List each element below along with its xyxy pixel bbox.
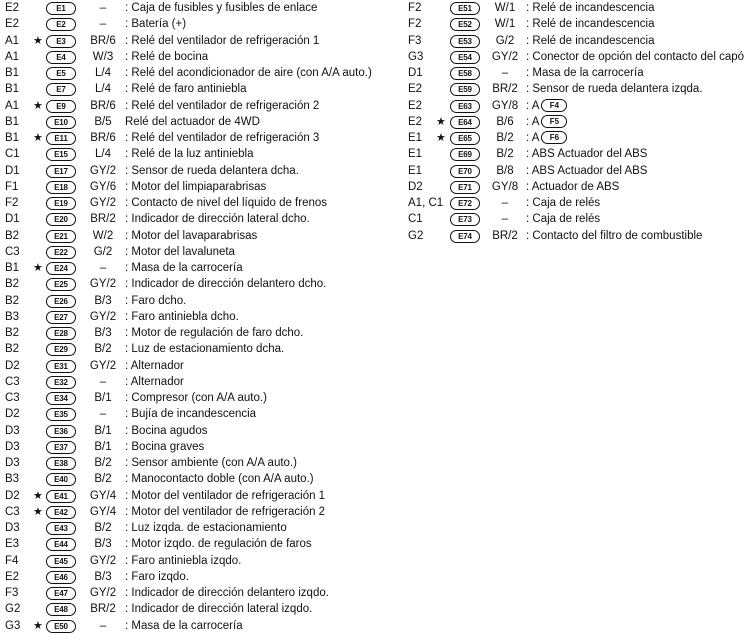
wire-color-pins: BR/6 xyxy=(90,132,116,144)
connector-code-badge: E21 xyxy=(46,230,76,243)
grid-location: F1 xyxy=(5,180,19,193)
connector-row xyxy=(0,65,400,81)
connector-row xyxy=(0,569,400,585)
connector-code-badge: E38 xyxy=(46,457,76,470)
wire-color-pins: B/2 xyxy=(94,473,112,486)
wire-color-pins: B/3 xyxy=(94,327,112,339)
connector-description: : Conector de opción del contacto del capó xyxy=(526,50,745,63)
connector-row xyxy=(405,179,752,195)
connector-row xyxy=(0,358,400,374)
grid-location: G2 xyxy=(408,229,424,242)
wire-color-pins: G/2 xyxy=(495,34,515,47)
connector-description: : ABS Actuador del ABS xyxy=(526,148,648,161)
grid-location: B1 xyxy=(5,262,20,274)
star-marker-icon: ★ xyxy=(33,99,43,112)
wire-color-pins: GY/8 xyxy=(491,180,519,193)
grid-location: A1 xyxy=(5,99,20,112)
connector-code-badge: E36 xyxy=(46,425,76,438)
connector-description: : Motor del ventilador de refrigeración 2 xyxy=(125,505,326,518)
connector-description: : Relé de incandescencia xyxy=(526,34,655,47)
connector-row xyxy=(0,81,400,97)
wire-color-pins: GY/8 xyxy=(491,99,519,112)
connector-code-badge: E7 xyxy=(46,83,76,96)
connector-row xyxy=(0,601,400,617)
connector-description: : Relé del ventilador de refrigeración 1 xyxy=(125,34,320,47)
wire-color-pins: GY/2 xyxy=(89,310,117,323)
connector-row xyxy=(405,98,752,114)
connector-row xyxy=(405,211,752,227)
connector-code-badge: E63 xyxy=(450,100,480,113)
connector-description: : Faro antiniebla dcho. xyxy=(125,310,239,323)
grid-location: E2 xyxy=(5,18,20,31)
connector-row xyxy=(0,504,400,520)
connector-code-badge: E72 xyxy=(450,197,480,210)
grid-location: A1, C1 xyxy=(408,197,444,209)
connector-code-badge: E18 xyxy=(46,181,76,194)
connector-description: : Caja de fusibles y fusibles de enlace xyxy=(125,2,318,14)
grid-location: B1 xyxy=(5,67,20,79)
wire-color-pins: B/3 xyxy=(94,538,112,551)
connector-description: : Motor izqdo. de regulación de faros xyxy=(125,538,312,551)
wire-color-pins: B/2 xyxy=(94,522,112,534)
connector-code-badge: E43 xyxy=(46,522,76,535)
connector-code-badge: E32 xyxy=(46,376,76,389)
connector-code-badge: E58 xyxy=(450,67,480,80)
wire-color-pins: BR/2 xyxy=(90,603,116,616)
star-marker-icon: ★ xyxy=(33,262,43,274)
connector-description: : Compresor (con A/A auto.) xyxy=(125,392,267,404)
grid-location: B1 xyxy=(5,132,20,144)
connector-row xyxy=(405,130,752,146)
connector-code-badge: E34 xyxy=(46,392,76,405)
grid-location: F3 xyxy=(5,587,19,599)
connector-row xyxy=(0,488,400,504)
grid-location: C3 xyxy=(5,375,20,388)
connector-row xyxy=(405,81,752,97)
connector-row xyxy=(0,211,400,227)
wire-color-pins: – xyxy=(99,408,107,421)
connector-row xyxy=(0,260,400,276)
connector-code-badge: E52 xyxy=(450,18,480,31)
grid-location: D1 xyxy=(408,67,423,79)
connector-row xyxy=(405,0,752,16)
connector-description: : Relé de bocina xyxy=(125,50,209,63)
connector-code-badge: E29 xyxy=(46,343,76,356)
connector-row xyxy=(405,16,752,32)
star-marker-icon: ★ xyxy=(33,489,43,502)
wire-color-pins: L/4 xyxy=(95,67,111,79)
wire-color-pins: G/2 xyxy=(93,245,113,258)
connector-code-badge: E42 xyxy=(46,506,76,519)
connector-row xyxy=(405,146,752,162)
grid-location: E1 xyxy=(408,132,423,144)
wire-color-pins: B/6 xyxy=(496,115,514,128)
connector-code-badge: E44 xyxy=(46,538,76,551)
wire-color-pins: B/3 xyxy=(94,570,112,583)
connector-code-badge: E3 xyxy=(46,35,76,48)
grid-location: C1 xyxy=(408,213,423,226)
connector-description: : Faro antiniebla izqdo. xyxy=(125,554,242,567)
wire-color-pins: GY/2 xyxy=(89,554,117,567)
connector-description: : Manocontacto doble (con A/A auto.) xyxy=(125,473,314,486)
grid-location: C1 xyxy=(5,148,20,161)
connector-description: : Indicador de dirección lateral izqdo. xyxy=(125,603,313,616)
connector-row xyxy=(0,390,400,406)
connector-row xyxy=(405,49,752,65)
connector-row xyxy=(0,309,400,325)
connector-row xyxy=(0,244,400,260)
connector-row xyxy=(0,228,400,244)
connector-row xyxy=(0,98,400,114)
grid-location: D2 xyxy=(5,489,20,502)
connector-code-badge: E5 xyxy=(46,67,76,80)
grid-location: B2 xyxy=(5,294,20,307)
connector-description: : Sensor de rueda delantera dcha. xyxy=(125,164,299,177)
connector-code-badge: E65 xyxy=(450,132,480,145)
star-marker-icon: ★ xyxy=(436,132,446,144)
connector-code-badge: E45 xyxy=(46,555,76,568)
wire-color-pins: GY/2 xyxy=(89,359,117,372)
connector-description: : Batería (+) xyxy=(125,18,187,31)
wire-color-pins: – xyxy=(99,375,107,388)
connector-row xyxy=(0,114,400,130)
connector-code-badge: E53 xyxy=(450,35,480,48)
connector-row xyxy=(0,163,400,179)
wire-color-pins: B/8 xyxy=(496,164,514,177)
wire-color-pins: BR/6 xyxy=(90,99,116,112)
wire-color-pins: W/1 xyxy=(494,2,516,14)
connector-description: : Relé de faro antiniebla xyxy=(125,83,247,96)
connector-row xyxy=(0,585,400,601)
grid-location: G2 xyxy=(5,603,21,616)
connector-description: : Caja de relés xyxy=(526,197,601,209)
grid-location: D2 xyxy=(408,180,423,193)
grid-location: B2 xyxy=(5,327,20,339)
connector-description: : Bujía de incandescencia xyxy=(125,408,257,421)
connector-description: : Masa de la carrocería xyxy=(125,262,243,274)
reference-code-badge: F5 xyxy=(541,115,567,128)
wire-color-pins: – xyxy=(99,619,107,632)
connector-description xyxy=(526,98,567,114)
connector-code-badge: E74 xyxy=(450,230,480,243)
wire-color-pins: GY/6 xyxy=(89,180,117,193)
grid-location: E2 xyxy=(408,115,423,128)
connector-row xyxy=(0,439,400,455)
connector-code-badge: E22 xyxy=(46,246,76,259)
grid-location: D1 xyxy=(5,164,20,177)
connector-description: : Relé de incandescencia xyxy=(526,2,655,14)
connector-row xyxy=(0,179,400,195)
connector-row xyxy=(0,618,400,634)
connector-row xyxy=(0,471,400,487)
connector-row xyxy=(405,65,752,81)
wire-color-pins: – xyxy=(99,2,107,14)
connector-row xyxy=(0,455,400,471)
grid-location: F2 xyxy=(5,197,19,209)
connector-code-badge: E28 xyxy=(46,327,76,340)
connector-description: : Masa de la carrocería xyxy=(125,619,243,632)
connector-row xyxy=(0,146,400,162)
connector-code-badge: E24 xyxy=(46,262,76,275)
connector-code-badge: E64 xyxy=(450,116,480,129)
connector-description: : Contacto del filtro de combustible xyxy=(526,229,703,242)
wire-color-pins: B/2 xyxy=(496,148,514,161)
wire-color-pins: L/4 xyxy=(95,148,111,161)
connector-row xyxy=(0,16,400,32)
wire-color-pins: B/2 xyxy=(94,457,112,469)
connector-description: : Caja de relés xyxy=(526,213,601,226)
connector-code-badge: E10 xyxy=(46,116,76,129)
connector-code-badge: E59 xyxy=(450,83,480,96)
connector-row xyxy=(405,33,752,49)
star-marker-icon: ★ xyxy=(33,132,43,144)
grid-location: C3 xyxy=(5,392,20,404)
wire-color-pins: B/2 xyxy=(94,343,112,356)
wire-color-pins: GY/2 xyxy=(491,50,519,63)
grid-location: F2 xyxy=(408,2,422,14)
connector-code-badge: E35 xyxy=(46,408,76,421)
wire-color-pins: B/3 xyxy=(94,294,112,307)
star-marker-icon: ★ xyxy=(33,34,43,47)
connector-code-badge: E1 xyxy=(46,2,76,15)
grid-location: B2 xyxy=(5,343,20,356)
connector-code-badge: E69 xyxy=(450,148,480,161)
connector-code-badge: E40 xyxy=(46,473,76,486)
grid-location: B3 xyxy=(5,310,20,323)
connector-code-badge: E20 xyxy=(46,213,76,226)
wire-color-pins: W/3 xyxy=(92,50,114,63)
wire-color-pins: – xyxy=(99,262,107,274)
connector-row xyxy=(405,228,752,244)
grid-location: E2 xyxy=(5,570,20,583)
wire-color-pins: – xyxy=(501,197,509,209)
wire-color-pins: GY/2 xyxy=(89,587,117,599)
grid-location: D1 xyxy=(5,213,20,226)
connector-row xyxy=(0,276,400,292)
wire-color-pins: GY/2 xyxy=(89,278,117,291)
right-connector-list xyxy=(405,0,752,244)
grid-location: E2 xyxy=(5,2,20,14)
connector-description: : Indicador de dirección delantero izqdo. xyxy=(125,587,329,599)
star-marker-icon: ★ xyxy=(33,505,43,518)
grid-location: D3 xyxy=(5,424,20,437)
connector-code-badge: E41 xyxy=(46,490,76,503)
grid-location: B1 xyxy=(5,115,20,128)
grid-location: B2 xyxy=(5,229,20,242)
connector-code-badge: E73 xyxy=(450,213,480,226)
wire-color-pins: BR/2 xyxy=(90,213,116,226)
grid-location: A1 xyxy=(5,34,20,47)
connector-row xyxy=(0,195,400,211)
connector-description: Relé del actuador de 4WD xyxy=(125,115,260,128)
wire-color-pins: W/2 xyxy=(92,229,114,242)
grid-location: G3 xyxy=(408,50,424,63)
connector-code-badge: E31 xyxy=(46,360,76,373)
connector-description: : Motor del lavaluneta xyxy=(125,245,235,258)
connector-row xyxy=(405,195,752,211)
connector-code-badge: E25 xyxy=(46,278,76,291)
connector-description: : Relé del ventilador de refrigeración 2 xyxy=(125,99,320,112)
connector-row xyxy=(405,163,752,179)
connector-row xyxy=(0,374,400,390)
grid-location: D3 xyxy=(5,522,20,534)
connector-description: : Indicador de dirección delantero dcho. xyxy=(125,278,327,291)
grid-location: E3 xyxy=(5,538,20,551)
wire-color-pins: – xyxy=(501,213,509,226)
grid-location: E1 xyxy=(408,164,423,177)
grid-location: D2 xyxy=(5,359,20,372)
star-marker-icon: ★ xyxy=(436,115,446,128)
wire-color-pins: B/5 xyxy=(94,115,112,128)
connector-description: : Motor del limpiaparabrisas xyxy=(125,180,267,193)
connector-description: : Luz izqda. de estacionamiento xyxy=(125,522,287,534)
connector-code-badge: E11 xyxy=(46,132,76,145)
connector-code-badge: E71 xyxy=(450,181,480,194)
grid-location: B1 xyxy=(5,83,20,96)
connector-row xyxy=(405,114,752,130)
wire-color-pins: – xyxy=(501,67,509,79)
connector-code-badge: E15 xyxy=(46,148,76,161)
connector-description: : Motor del lavaparabrisas xyxy=(125,229,258,242)
connector-description: : Sensor de rueda delantera izqda. xyxy=(526,83,703,96)
connector-row xyxy=(0,0,400,16)
connector-row xyxy=(0,325,400,341)
connector-description: : Relé de incandescencia xyxy=(526,18,655,31)
wire-color-pins: B/2 xyxy=(496,132,514,144)
grid-location: C3 xyxy=(5,245,20,258)
wire-color-pins: B/1 xyxy=(94,440,112,453)
wire-color-pins: – xyxy=(99,18,107,31)
connector-code-badge: E50 xyxy=(46,620,76,633)
reference-code-badge: F4 xyxy=(541,99,567,112)
wire-color-pins: GY/4 xyxy=(89,489,117,502)
star-marker-icon: ★ xyxy=(33,619,43,632)
connector-description xyxy=(526,130,567,146)
connector-code-badge: E9 xyxy=(46,100,76,113)
connector-description: : Motor de regulación de faro dcho. xyxy=(125,327,304,339)
connector-description: : Relé de la luz antiniebla xyxy=(125,148,254,161)
grid-location: F3 xyxy=(408,34,422,47)
grid-location: D3 xyxy=(5,440,20,453)
connector-description: : Relé del acondicionador de aire (con A/A auto.) xyxy=(125,67,372,79)
connector-description: : Faro izqdo. xyxy=(125,570,189,583)
wire-color-pins: GY/2 xyxy=(89,164,117,177)
connector-code-badge: E47 xyxy=(46,587,76,600)
connector-description: : Relé del ventilador de refrigeración 3 xyxy=(125,132,320,144)
grid-location: G3 xyxy=(5,619,21,632)
description-text: : A xyxy=(526,115,540,128)
wire-color-pins: BR/2 xyxy=(492,229,518,242)
connector-code-badge: E46 xyxy=(46,571,76,584)
grid-location: E1 xyxy=(408,148,423,161)
connector-row xyxy=(0,341,400,357)
connector-row xyxy=(0,49,400,65)
connector-description: : Alternador xyxy=(125,359,184,372)
connector-row xyxy=(0,520,400,536)
connector-row xyxy=(0,406,400,422)
grid-location: B3 xyxy=(5,473,20,486)
connector-description: : Luz de estacionamiento dcha. xyxy=(125,343,285,356)
connector-code-badge: E4 xyxy=(46,51,76,64)
connector-description: : Contacto de nivel del líquido de frenos xyxy=(125,197,328,209)
grid-location: F2 xyxy=(408,18,422,31)
connector-description: : Sensor ambiente (con A/A auto.) xyxy=(125,457,297,469)
wire-color-pins: W/1 xyxy=(494,18,516,31)
connector-code-badge: E48 xyxy=(46,603,76,616)
grid-location: E2 xyxy=(408,99,423,112)
wire-color-pins: BR/6 xyxy=(90,34,116,47)
connector-code-badge: E70 xyxy=(450,165,480,178)
connector-description: : Masa de la carrocería xyxy=(526,67,644,79)
connector-code-badge: E37 xyxy=(46,441,76,454)
wire-color-pins: B/1 xyxy=(94,392,112,404)
description-text: : A xyxy=(526,132,540,144)
connector-description: : Indicador de dirección lateral dcho. xyxy=(125,213,310,226)
connector-code-badge: E2 xyxy=(46,18,76,31)
grid-location: B2 xyxy=(5,278,20,291)
connector-code-badge: E51 xyxy=(450,2,480,15)
connector-code-badge: E26 xyxy=(46,295,76,308)
wire-color-pins: GY/4 xyxy=(89,505,117,518)
connector-row xyxy=(0,33,400,49)
wire-color-pins: L/4 xyxy=(95,83,111,96)
wire-color-pins: GY/2 xyxy=(89,197,117,209)
connector-description: : Bocina agudos xyxy=(125,424,208,437)
connector-row xyxy=(0,293,400,309)
wire-color-pins: B/1 xyxy=(94,424,112,437)
connector-row xyxy=(0,423,400,439)
connector-row xyxy=(0,553,400,569)
grid-location: F4 xyxy=(5,554,19,567)
connector-row xyxy=(0,536,400,552)
grid-location: C3 xyxy=(5,505,20,518)
grid-location: D3 xyxy=(5,457,20,469)
connector-code-badge: E17 xyxy=(46,165,76,178)
grid-location: D2 xyxy=(5,408,20,421)
connector-code-badge: E27 xyxy=(46,311,76,324)
wire-color-pins: BR/2 xyxy=(492,83,518,96)
connector-description: : Faro dcho. xyxy=(125,294,187,307)
connector-code-badge: E54 xyxy=(450,51,480,64)
description-text: : A xyxy=(526,99,540,112)
reference-code-badge: F6 xyxy=(541,131,567,144)
connector-description: : Motor del ventilador de refrigeración 1 xyxy=(125,489,326,502)
connector-description xyxy=(526,114,567,130)
connector-description: : ABS Actuador del ABS xyxy=(526,164,648,177)
connector-code-badge: E19 xyxy=(46,197,76,210)
connector-description: : Alternador xyxy=(125,375,184,388)
connector-row xyxy=(0,130,400,146)
grid-location: E2 xyxy=(408,83,423,96)
connector-description: : Bocina graves xyxy=(125,440,205,453)
grid-location: A1 xyxy=(5,50,20,63)
connector-description: : Actuador de ABS xyxy=(526,180,620,193)
